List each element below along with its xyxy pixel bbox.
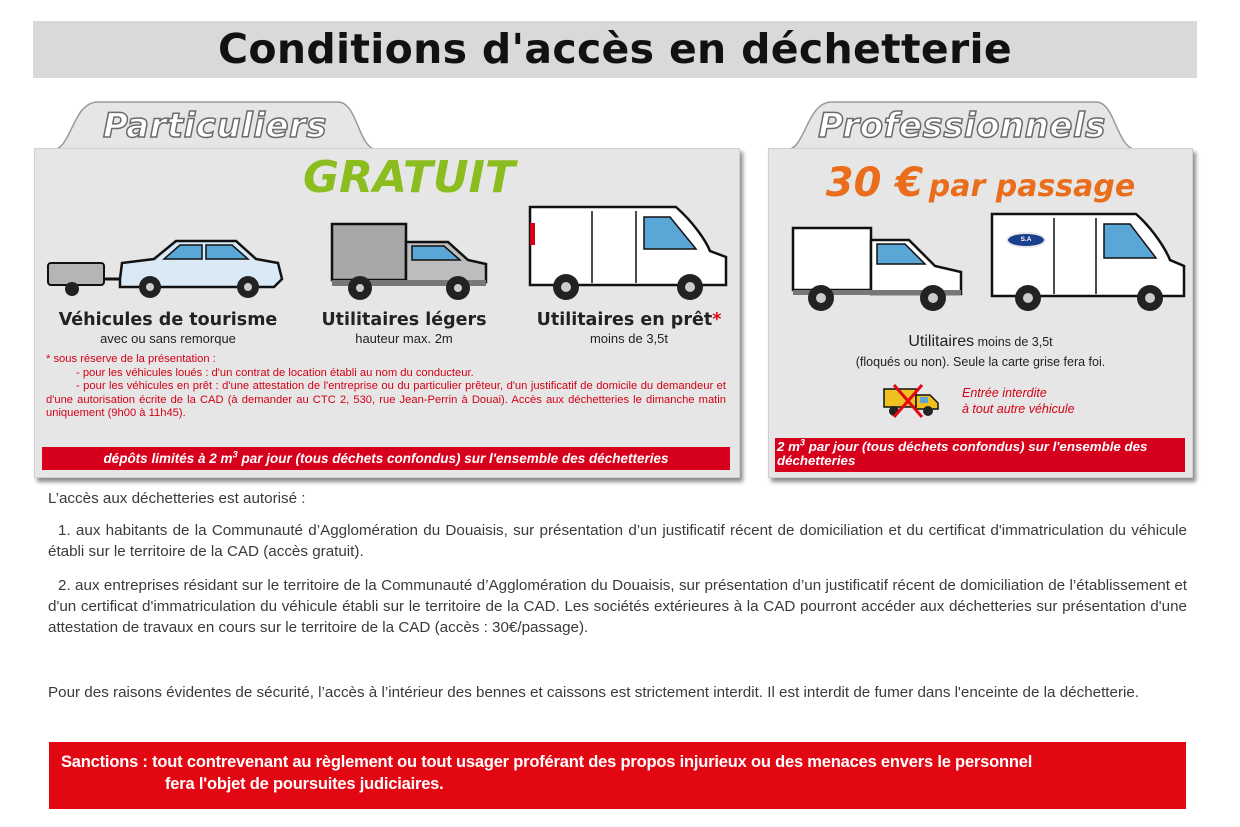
price-professionnels	[768, 160, 1193, 206]
access-item-2: 2. aux entreprises résidant sur le territoire de la Communauté d’Agglomération du Douaisis, sur présentation d’un justificatif récent de domiciliation de l’établissement et d'un certificat d'immatriculation du véhicule établi sur le territoire de la CAD. Les sociétés extérieures à la CAD pourront accéder aux déchetteries sur présentation d'une attestation de travaux en cours sur le territoire de la CAD (accès : 30€/passage).	[48, 577, 1187, 636]
price-value: 30 €	[825, 160, 924, 206]
forbidden-entry-text: Entrée interdite à tout autre véhicule	[962, 386, 1075, 416]
vehicle-pret-label: Utilitaires en prêt* moins de 3,5t	[536, 310, 722, 346]
page-title: Conditions d'accès en déchetterie	[218, 25, 1012, 73]
company-logo: S.A MARTIN	[1006, 232, 1046, 248]
tab-professionnels	[786, 100, 1138, 150]
limit-bar-professionnels: 2 $m^3$ par jour (tous déchets confondus) sur l'ensemble des déchetteries	[775, 438, 1185, 472]
vehicle-tourisme-label: Véhicules de tourisme avec ou sans remorque	[58, 310, 278, 346]
pro-van-illustration	[988, 210, 1188, 319]
price-particuliers: GRATUIT	[303, 152, 515, 203]
price-unit: par passage	[928, 169, 1136, 204]
limit-bar-particuliers: dépôts limités à 2 $m^3$ par jour (tous déchets confondus) sur l'ensemble des déchetteries	[42, 447, 730, 470]
vehicle-legers-label: Utilitaires légers hauteur max. 2m	[321, 310, 487, 346]
title-bar	[33, 21, 1197, 78]
tab-label-professionnels: Professionnels	[818, 106, 1106, 146]
access-intro: L’accès aux déchetteries est autorisé :	[48, 490, 306, 507]
loan-van-illustration	[526, 203, 730, 308]
safety-paragraph: Pour des raisons évidentes de sécurité, l’accès à l’intérieur des bennes et caissons est strictement interdit. Il est interdit de fumer dans l'enceinte de la déchetterie.	[48, 684, 1140, 701]
no-truck-icon	[880, 383, 944, 424]
pro-pickup-illustration	[789, 222, 967, 319]
tab-label-particuliers: Particuliers	[102, 106, 328, 146]
access-item-1: 1. aux habitants de la Communauté d’Agglomération du Douaisis, sur présentation d’un justificatif récent de domiciliation et du certificat d'immatriculation du véhicule établi sur le territoire de la CAD (accès gratuit).	[48, 522, 1187, 560]
car-trailer-illustration	[42, 233, 287, 308]
light-utility-illustration	[326, 220, 492, 307]
sanction-banner: Sanctions : tout contrevenant au règlement ou tout usager proférant des propos injurieux ou des menaces envers le personnel fera l'objet de poursuites judiciaires.	[49, 742, 1186, 809]
tab-particuliers	[52, 100, 378, 150]
pro-vehicle-description: Utilitaires moins de 3,5t (floqués ou non). Seule la carte grise fera foi.	[855, 333, 1106, 369]
loan-footnote: * sous réserve de la présentation : - pour les véhicules loués : d'un contrat de location établi au nom du conducteur. - pour les véhicules en prêt : d'une attestation de l'entreprise ou du particulier prêteur, d'un justificatif de domicile du demandeur et d'une autorisation écrite de la CAD (à demander au CTC 2, 530, rue Jean-Perrin à Douai). Accès aux déchetteries le dimanche matin uniquement (9h00 à 11h45).	[46, 353, 726, 420]
